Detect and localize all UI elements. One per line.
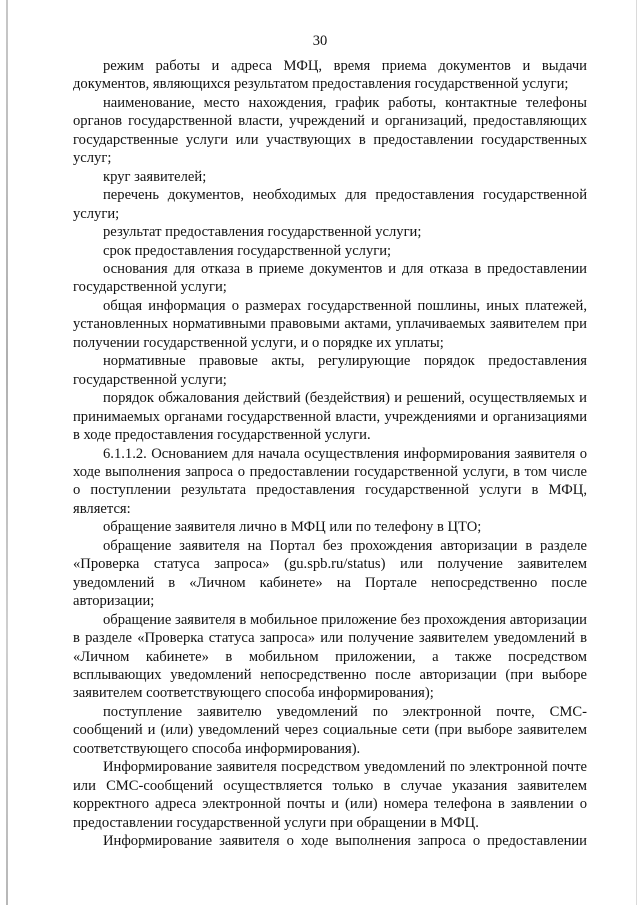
- paragraph-11: 6.1.1.2. Основанием для начала осуществления информирования заявителя о ходе выполнения запроса о предоставлении государственной услуги, в том числе о поступлении результата предоставления государственной услуги в МФЦ, является:: [73, 445, 587, 517]
- paragraph-13: обращение заявителя на Портал без прохождения авторизации в разделе «Проверка статуса запроса» (gu.spb.ru/status) или получение заявителем уведомлений в «Личном кабинете» на Портале непосредственно после авторизации;: [73, 537, 587, 610]
- paragraph-6: срок предоставления государственной услуги;: [103, 242, 392, 259]
- page-number: 30: [312, 33, 328, 49]
- paragraph-5: результат предоставления государственной услуги;: [103, 224, 422, 241]
- paragraph-17: Информирование заявителя о ходе выполнения запроса о предоставлении: [103, 833, 587, 850]
- paragraph-15: поступление заявителю уведомлений по электронной почте, СМС-сообщений и (или) уведомлений через социальные сети (при выборе заявителем соответствующего способа информирования).: [73, 703, 587, 757]
- body-text: [73, 57, 587, 850]
- paragraph-14: обращение заявителя в мобильное приложение без прохождения авторизации в разделе «Проверка статуса запроса» или получение заявителем уведомлений в «Личном кабинете» в мобильном приложении, а также посредством всплывающих уведомлений непосредственно после авторизации (при выборе заявителем соответствующего способа информирования);: [73, 611, 587, 702]
- paragraph-2: наименование, место нахождения, график работы, контактные телефоны органов государственной власти, учреждений и организаций, предоставляющих государственные услуги или участвующих в предоставлении государственных услуг;: [73, 94, 587, 167]
- paragraph-4: перечень документов, необходимых для предоставления государственной услуги;: [73, 187, 587, 222]
- paragraph-12: обращение заявителя лично в МФЦ или по телефону в ЦТО;: [103, 519, 482, 536]
- paragraph-16: Информирование заявителя посредством уведомлений по электронной почте или СМС-сообщений осуществляется только в случае указания заявителем корректного адреса электронной почты и (или) номера телефона в заявлении о предоставлении государственной услуги при обращении в МФЦ.: [73, 759, 587, 831]
- scan-right-edge: [636, 0, 637, 905]
- scan-left-edge: [6, 0, 8, 905]
- paragraph-8: общая информация о размерах государственной пошлины, иных платежей, установленных нормативными правовыми актами, уплачиваемых заявителем при получении государственной услуги, и о порядке их уплаты;: [73, 297, 587, 351]
- paragraph-9: нормативные правовые акты, регулирующие порядок предоставления государственной услуги;: [73, 353, 587, 388]
- paragraph-10: порядок обжалования действий (бездействия) и решений, осуществляемых и принимаемых органами государственной власти, учреждениями и организациями в ходе предоставления государственной услуги.: [73, 390, 587, 444]
- paragraph-1: режим работы и адреса МФЦ, время приема документов и выдачи документов, являющихся результатом предоставления государственной услуги;: [73, 58, 587, 93]
- paragraph-7: основания для отказа в приеме документов и для отказа в предоставлении государственной услуги;: [73, 260, 587, 296]
- paragraph-3: круг заявителей;: [103, 168, 207, 185]
